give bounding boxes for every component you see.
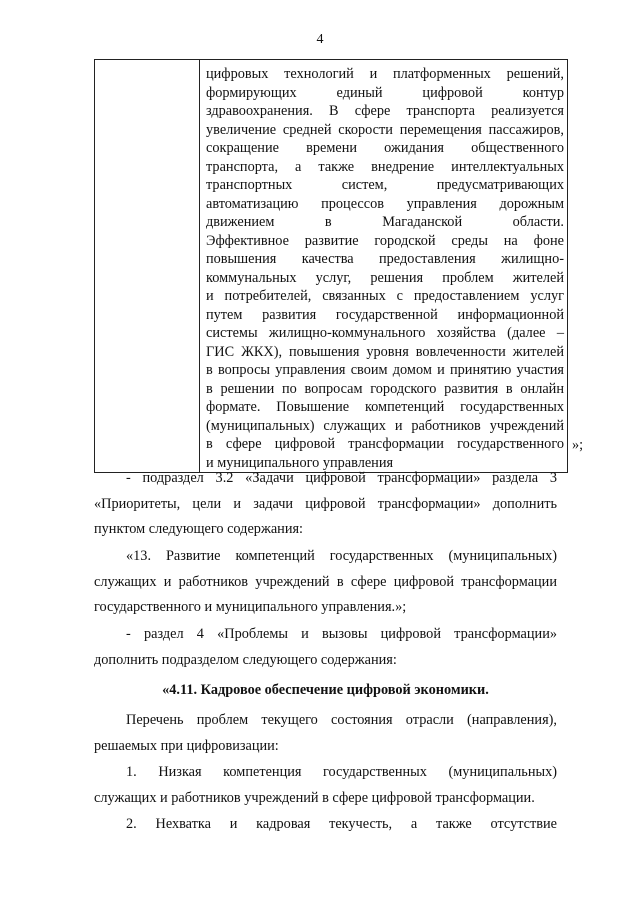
table-cell-line: формате. Повышение компетенций государственных	[206, 399, 564, 415]
table-cell-line: транспорта, а также внедрение интеллектуальных	[206, 158, 564, 175]
table-cell-line: транспортных систем, предусматривающих	[206, 177, 564, 193]
continued-table	[94, 59, 568, 471]
table-cell-line: в решении по вопросам городского развития в онлайн	[206, 380, 564, 397]
paragraph-problem-1	[94, 760, 557, 811]
table-cell-line: формирующих единый цифровой контур	[206, 84, 564, 101]
table	[94, 59, 568, 473]
table-cell-line: и потребителей, связанных с предоставлением услуг	[206, 288, 564, 304]
table-cell-line: сокращение времени ожидания общественного	[206, 140, 564, 156]
table-cell-line: коммунальных услуг, решения проблем жителей	[206, 269, 564, 286]
table-cell-lines	[206, 65, 564, 454]
table-row	[95, 60, 568, 473]
paragraph-item-13	[94, 544, 557, 621]
text-line: государственного и муниципального управления.»;	[94, 599, 407, 615]
table-cell-line: Эффективное развитие городской среды на фоне	[206, 232, 564, 249]
table-cell-line: (муниципальных) служащих и работников учреждений	[206, 417, 564, 434]
page-number: 4	[316, 32, 324, 47]
table-cell-line: ГИС ЖКХ), повышения уровня вовлеченности жителей	[206, 343, 564, 360]
table-cell-line: автоматизацию процессов управления дорожным	[206, 195, 564, 212]
table-cell-line: повышения качества предоставления жилищно-	[206, 251, 564, 267]
text-line: служащих и работников учреждений в сфере цифровой трансформации	[94, 573, 557, 590]
table-cell-line: путем развития государственной информационной	[206, 306, 564, 323]
text-line: дополнить подразделом следующего содержания:	[94, 651, 397, 668]
text-line: «13. Развитие компетенций государственных (муниципальных)	[126, 548, 557, 564]
table-cell-line: в вопросы управления своим домом и принятию участия	[206, 362, 564, 378]
text-line: - подраздел 3.2 «Задачи цифровой трансформации» раздела 3	[126, 470, 557, 486]
text-line: пунктом следующего содержания:	[94, 521, 304, 537]
text-line: Перечень проблем текущего состояния отрасли (направления),	[126, 712, 557, 728]
text-line: - раздел 4 «Проблемы и вызовы цифровой трансформации»	[126, 626, 557, 642]
subsection-heading: «4.11. Кадровое обеспечение цифровой экономики.	[162, 682, 489, 698]
text-line: «Приоритеты, цели и задачи цифровой трансформации» дополнить	[94, 495, 557, 512]
table-cell-line: системы жилищно-коммунального хозяйства (далее –	[206, 325, 564, 341]
paragraph-section-4	[94, 622, 557, 673]
table-cell-text	[200, 60, 568, 473]
paragraph-problem-2	[94, 812, 557, 838]
paragraph-problems-list-intro	[94, 708, 557, 759]
text-line: 1. Низкая компетенция государственных (муниципальных)	[126, 764, 557, 780]
table-cell-line: здравоохранения. В сфере транспорта реализуется	[206, 103, 564, 119]
text-line: служащих и работников учреждений в сфере цифровой трансформации.	[94, 789, 535, 806]
table-cell-line: цифровых технологий и платформенных решений,	[206, 66, 564, 82]
table-cell-line: движением в Магаданской области.	[206, 214, 564, 230]
table-closing-quote: »;	[572, 437, 584, 453]
table-cell-empty	[95, 60, 200, 473]
text-line: решаемых при цифровизации:	[94, 737, 279, 754]
table-cell-line: увеличение средней скорости перемещения пассажиров,	[206, 121, 564, 138]
paragraph-subsection-3-2	[94, 466, 557, 543]
table-cell-last-line: и муниципального управления	[206, 454, 394, 471]
table-cell-line: в сфере цифровой трансформации государственного	[206, 436, 564, 452]
text-line: 2. Нехватка и кадровая текучесть, а также отсутствие	[126, 816, 557, 832]
